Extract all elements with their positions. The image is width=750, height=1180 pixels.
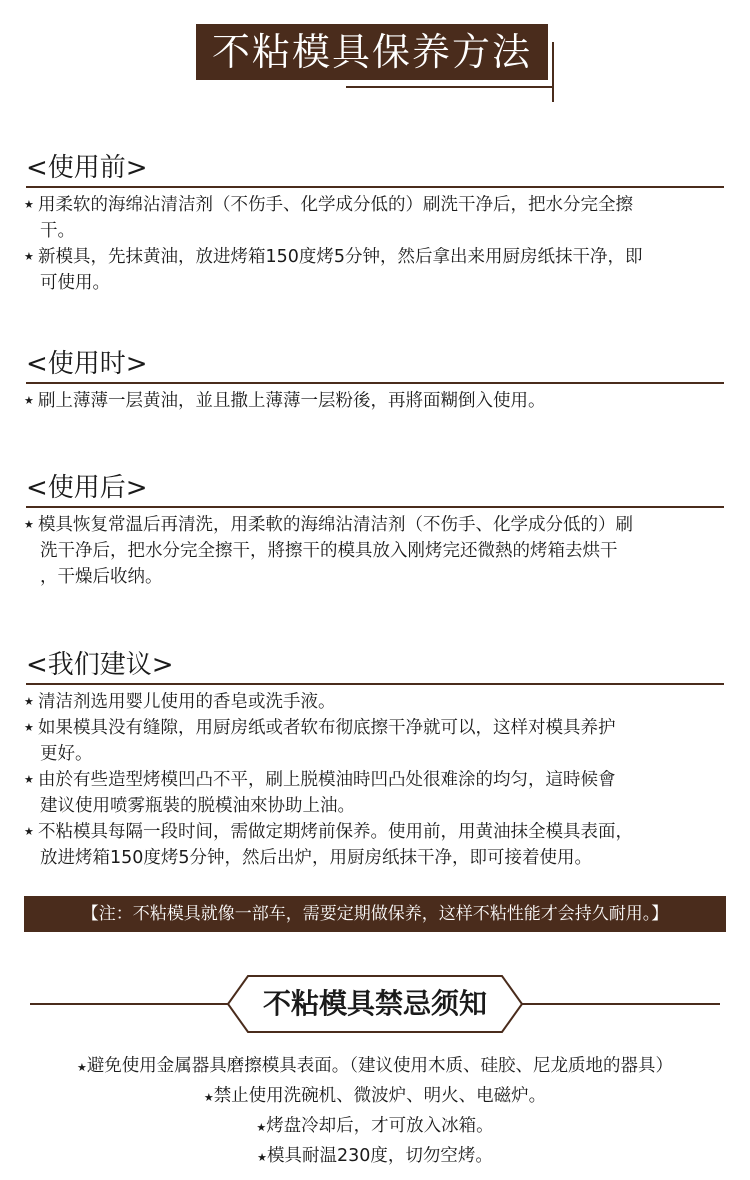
section-items (26, 689, 724, 871)
title-banner (196, 24, 554, 84)
list-item-line: 清洁剂选用婴儿使用的香皂或洗手液。 (38, 692, 336, 712)
list-item-line: 放进烤箱150度烤5分钟，然后出炉，用厨房纸抹干净，即可接着使用。 (40, 848, 593, 868)
title-decoration-underline (346, 86, 554, 88)
list-item-line: 不粘模具每隔一段时间，需做定期烤前保养。使用前，用黄油抹全模具表面， (38, 822, 633, 842)
section-heading: <我们建议> (26, 647, 724, 685)
list-item-line: 更好。 (40, 744, 93, 764)
list-item-line: ，干燥后收纳。 (40, 567, 163, 587)
star-bullet-icon: ★ (256, 1121, 267, 1134)
taboo-item (0, 1112, 750, 1142)
section-heading: <使用时> (26, 346, 724, 384)
list-item-line: 干。 (40, 221, 75, 241)
star-bullet-icon: ★ (76, 1061, 87, 1074)
list-item (26, 512, 724, 590)
list-item-line: 洗干净后，把水分完全擦干，將擦干的模具放入刚烤完还微熱的烤箱去烘干 (40, 541, 618, 561)
star-bullet-icon: ★ (257, 1151, 267, 1164)
section-heading: <使用前> (26, 150, 724, 188)
star-bullet-icon: ★ (24, 394, 34, 407)
list-item-line: 刷上薄薄一层黄油，並且撒上薄薄一层粉後，再將面糊倒入使用。 (38, 391, 546, 411)
note-banner: 【注：不粘模具就像一部车，需要定期做保养，这样不粘性能才会持久耐用。】 (24, 896, 726, 932)
section (26, 346, 724, 414)
section-items (26, 388, 724, 414)
list-item (26, 767, 724, 819)
taboo-item-text: 禁止使用洗碗机、微波炉、明火、电磁炉。 (213, 1086, 547, 1106)
star-bullet-icon: ★ (24, 695, 34, 708)
taboo-item-text: 避免使用金属器具磨擦模具表面。（建议使用木质、硅胶、尼龙质地的器具） (86, 1056, 674, 1076)
list-item-line: 如果模具没有缝隙，用厨房纸或者软布彻底擦干净就可以，这样对模具养护 (38, 718, 616, 738)
divider-right (510, 1003, 720, 1005)
taboo-item-text: 烤盘冷却后，才可放入冰箱。 (266, 1116, 494, 1136)
section (26, 647, 724, 871)
taboo-list (0, 1052, 750, 1172)
list-item (26, 244, 724, 296)
taboo-item (0, 1142, 750, 1172)
section (26, 470, 724, 590)
star-bullet-icon: ★ (24, 198, 34, 211)
taboo-item-text: 模具耐温230度，切勿空烤。 (266, 1146, 493, 1166)
page-title: 不粘模具保养方法 (196, 24, 548, 80)
star-bullet-icon: ★ (24, 773, 34, 786)
list-item-line: 建议使用喷雾瓶裝的脱模油來协助上油。 (40, 796, 355, 816)
list-item (26, 715, 724, 767)
list-item (26, 388, 724, 414)
taboo-item (0, 1082, 750, 1112)
section (26, 150, 724, 296)
star-bullet-icon: ★ (203, 1091, 214, 1104)
star-bullet-icon: ★ (24, 250, 34, 263)
list-item-line: 由於有些造型烤模凹凸不平，刷上脱模油時凹凸处很难涂的均匀，這時候會 (38, 770, 616, 790)
divider-left (30, 1003, 240, 1005)
taboo-heading: 不粘模具禁忌须知 (262, 987, 487, 1020)
title-decoration (550, 42, 554, 102)
section-heading: <使用后> (26, 470, 724, 508)
section-items (26, 192, 724, 296)
star-bullet-icon: ★ (24, 825, 34, 838)
star-bullet-icon: ★ (24, 518, 34, 531)
list-item (26, 689, 724, 715)
list-item (26, 192, 724, 244)
list-item (26, 819, 724, 871)
list-item-line: 模具恢复常温后再清洗，用柔軟的海绵沾清洁剂（不伤手、化学成分低的）刷 (38, 515, 633, 535)
list-item-line: 可使用。 (40, 273, 110, 293)
star-bullet-icon: ★ (24, 721, 34, 734)
section-items (26, 512, 724, 590)
list-item-line: 新模具，先抹黄油，放进烤箱150度烤5分钟，然后拿出来用厨房纸抹干净，即 (38, 247, 643, 267)
list-item-line: 用柔软的海绵沾清洁剂（不伤手、化学成分低的）刷洗干净后，把水分完全擦 (38, 195, 633, 215)
taboo-item (0, 1052, 750, 1082)
